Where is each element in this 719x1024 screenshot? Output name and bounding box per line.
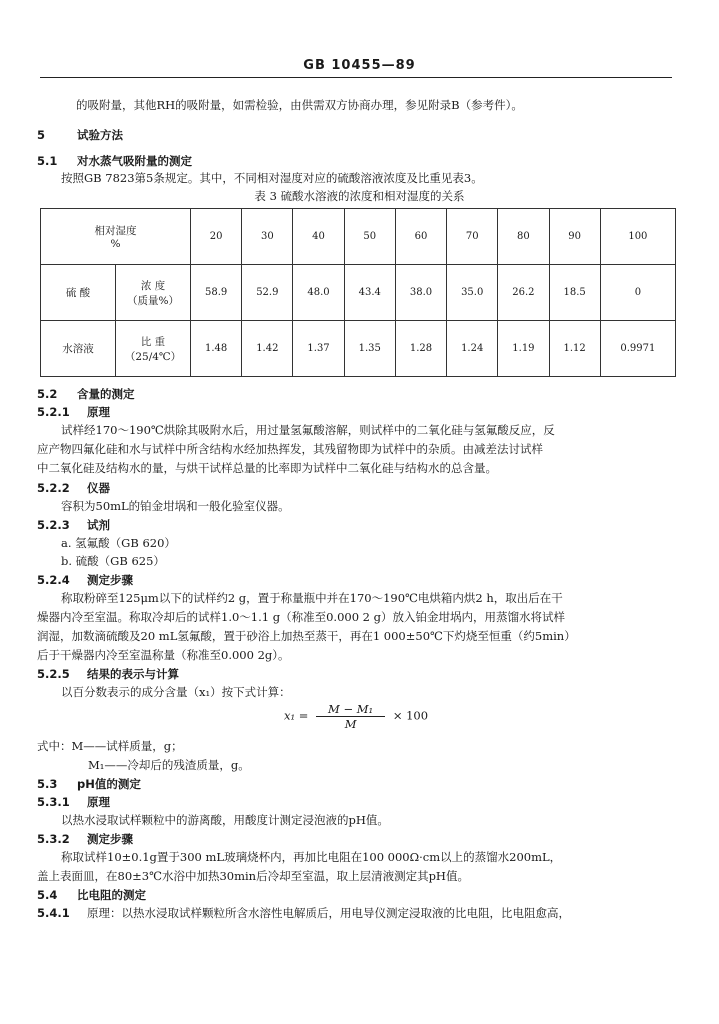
gravity-cell: 0.9971 [600, 321, 675, 377]
paragraph-line: 后于干燥器内冷至室温称量（称准至0.000 2g）。 [37, 648, 290, 662]
section-5-2-3: 5.2.3 试剂 [37, 518, 110, 532]
gravity-cell: 1.35 [344, 321, 395, 377]
rh-cell: 80 [498, 209, 549, 265]
gravity-cell: 1.19 [498, 321, 549, 377]
page-header: GB 10455—89 [303, 58, 416, 73]
paragraph-line: 称取粉碎至125μm以下的试样约2 g，置于称量瓶中并在170～190℃电烘箱内烘2 h，取出后在干 [61, 591, 563, 605]
where-line: M₁——冷却后的残渣质量，g。 [88, 758, 250, 772]
gravity-cell: 1.42 [242, 321, 293, 377]
paragraph-line: 称取试样10±0.1g置于300 mL玻璃烧杯内，再加比电阻在100 000Ω·cm以上的蒸馏水200mL， [61, 850, 562, 864]
section-5-1-text: 按照GB 7823第5条规定。其中，不同相对湿度对应的硫酸溶液浓度及比重见表3。 [61, 171, 483, 185]
concentration-label-cell: 浓 度 （质量%） [116, 265, 191, 321]
conc-cell: 58.9 [191, 265, 242, 321]
gravity-label-cell: 比 重 （25/4℃） [116, 321, 191, 377]
section-5-4: 5.4 比电阻的测定 [37, 888, 146, 902]
paragraph-line: 中二氧化硅及结构水的量，与烘干试样总量的比率即为试样中二氧化硅与结构水的总含量。 [37, 461, 497, 475]
header-rule [40, 77, 672, 78]
conc-cell: 38.0 [395, 265, 446, 321]
rh-cell: 70 [447, 209, 498, 265]
section-5-4-1: 5.4.1 原理：以热水浸取试样颗粒所含水溶性电解质后，用电导仪测定浸取液的比电阻，比电阻愈高， [37, 906, 570, 920]
paragraph-line: 盖上表面皿，在80±3℃水浴中加热30min后冷却至室温，取上层清液测定其pH值。 [37, 869, 469, 883]
section-5-3-2: 5.3.2 测定步骤 [37, 832, 133, 846]
reagent-b: b. 硫酸（GB 625） [61, 554, 165, 568]
rh-cell: 40 [293, 209, 344, 265]
section-5: 5 试验方法 [37, 128, 123, 142]
paragraph-line: 以百分数表示的成分含量（x₁）按下式计算： [61, 685, 291, 699]
section-5-2-1: 5.2.1 原理 [37, 405, 110, 419]
table-row-rh [41, 209, 676, 265]
section-5-1: 5.1 对水蒸气吸附量的测定 [37, 154, 192, 168]
rh-cell: 30 [242, 209, 293, 265]
group-label-sulfuric: 硫 酸 [41, 265, 116, 321]
rh-header-cell: 相对湿度 % [41, 209, 191, 265]
paragraph-line: 容积为50mL的铂金坩埚和一般化验室仪器。 [61, 499, 290, 513]
paragraph-line: 燥器内冷至室温。称取冷却后的试样1.0～1.1 g（称准至0.000 2 g）放入铂金坩埚内，用蒸馏水将试样 [37, 610, 566, 624]
rh-cell: 90 [549, 209, 600, 265]
conc-cell: 52.9 [242, 265, 293, 321]
conc-cell: 35.0 [447, 265, 498, 321]
gravity-cell: 1.28 [395, 321, 446, 377]
formula-fraction: $\frac{\text{M − M₁}}{M}$ [316, 702, 385, 731]
paragraph-line: 以热水浸取试样颗粒中的游离酸，用酸度计测定浸泡液的pH值。 [61, 813, 389, 827]
group-label-solution: 水溶液 [41, 321, 116, 377]
conc-cell: 0 [600, 265, 675, 321]
paragraph-line: 润湿，加数滴硫酸及20 mL氢氟酸，置于砂浴上加热至蒸干，再在1 000±50℃下灼烧至恒重（约5min） [37, 629, 576, 643]
intro-line: 的吸附量，其他RH的吸附量，如需检验，由供需双方协商办理，参见附录B（参考件）。 [76, 98, 523, 112]
formula: x₁ = $\frac{\text{M − M₁}}{M}$ × 100 [284, 702, 429, 731]
gravity-cell: 1.37 [293, 321, 344, 377]
table-3 [40, 208, 676, 377]
rh-cell: 60 [395, 209, 446, 265]
section-5-2-4: 5.2.4 测定步骤 [37, 573, 133, 587]
conc-cell: 43.4 [344, 265, 395, 321]
gravity-cell: 1.12 [549, 321, 600, 377]
paragraph-line: 应产物四氟化硅和水与试样中所含结构水经加热挥发，其残留物即为试样中的杂质。由减差法讨试样 [37, 442, 543, 456]
gravity-cell: 1.48 [191, 321, 242, 377]
paragraph-line: 试样经170～190℃烘除其吸附水后，用过量氢氟酸溶解，则试样中的二氧化硅与氢氟酸反应，反 [61, 423, 555, 437]
conc-cell: 26.2 [498, 265, 549, 321]
rh-cell: 20 [191, 209, 242, 265]
table-row-concentration [41, 265, 676, 321]
rh-cell: 100 [600, 209, 675, 265]
table-caption: 表 3 硫酸水溶液的浓度和相对湿度的关系 [254, 189, 465, 203]
section-5-2-5: 5.2.5 结果的表示与计算 [37, 667, 179, 681]
conc-cell: 48.0 [293, 265, 344, 321]
rh-cell: 50 [344, 209, 395, 265]
section-5-3: 5.3 pH值的测定 [37, 777, 141, 791]
where-line: 式中：M——试样质量，g； [37, 739, 183, 753]
table-row-specific-gravity [41, 321, 676, 377]
section-5-2: 5.2 含量的测定 [37, 387, 135, 401]
gravity-cell: 1.24 [447, 321, 498, 377]
section-5-2-2: 5.2.2 仪器 [37, 481, 110, 495]
reagent-a: a. 氢氟酸（GB 620） [61, 536, 176, 550]
conc-cell: 18.5 [549, 265, 600, 321]
section-5-3-1: 5.3.1 原理 [37, 795, 110, 809]
